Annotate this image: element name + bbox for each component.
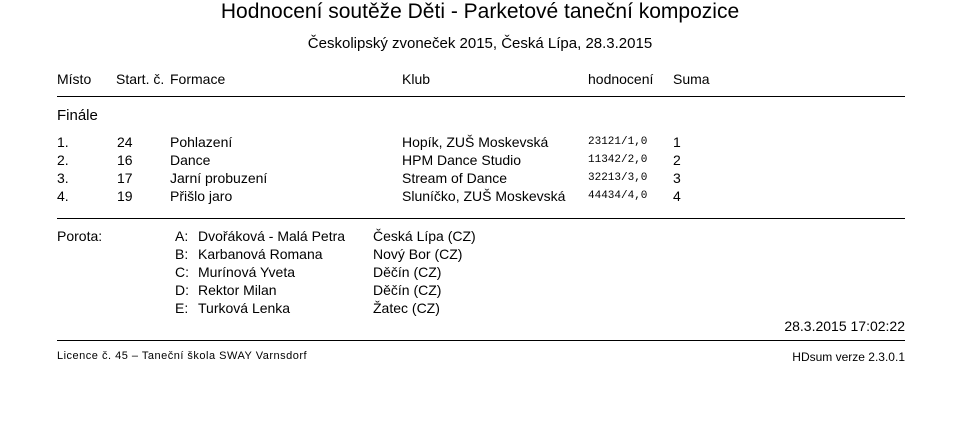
header-klub: Klub — [402, 71, 431, 87]
judge-letter: C: — [175, 264, 189, 280]
judges-marks: 44434/4,0 — [588, 190, 648, 202]
place: 3. — [57, 170, 69, 186]
table-row — [0, 152, 960, 170]
judge-letter: D: — [175, 282, 189, 298]
list-item — [0, 282, 960, 300]
competition-subtitle: Českolipský zvoneček 2015, Česká Lípa, 28.3.2015 — [307, 35, 653, 52]
list-item — [0, 228, 960, 246]
judge-city: Česká Lípa (CZ) — [373, 228, 476, 244]
start-number: 17 — [117, 170, 133, 186]
judge-name: Rektor Milan — [198, 282, 277, 298]
start-number: 24 — [117, 134, 133, 150]
table-row — [0, 134, 960, 152]
club-name: Sluníčko, ZUŠ Moskevská — [402, 188, 566, 204]
sum: 3 — [673, 170, 681, 186]
header-formace: Formace — [170, 71, 226, 87]
start-number: 19 — [117, 188, 133, 204]
judges-marks: 32213/3,0 — [588, 172, 648, 184]
list-item — [0, 264, 960, 282]
judge-letter: E: — [175, 300, 189, 316]
formation-name: Dance — [170, 152, 211, 168]
list-item — [0, 300, 960, 318]
formation-name: Jarní probuzení — [170, 170, 268, 186]
judge-name: Karbanová Romana — [198, 246, 323, 262]
sum: 4 — [673, 188, 681, 204]
judge-letter: B: — [175, 246, 189, 262]
jury-divider — [57, 218, 905, 219]
jury-label: Porota: — [57, 228, 103, 244]
judges-marks: 23121/1,0 — [588, 136, 648, 148]
formation-name: Přišlo jaro — [170, 188, 233, 204]
judge-city: Nový Bor (CZ) — [373, 246, 463, 262]
club-name: HPM Dance Studio — [402, 152, 522, 168]
judges-marks: 11342/2,0 — [588, 154, 648, 166]
place: 1. — [57, 134, 69, 150]
version-text: HDsum verze 2.3.0.1 — [792, 350, 905, 364]
judge-city: Děčín (CZ) — [373, 282, 442, 298]
judge-name: Turková Lenka — [198, 300, 291, 316]
licence-text: Licence č. 45 – Taneční škola SWAY Varnsdorf — [57, 350, 308, 362]
header-start: Start. č. — [116, 71, 165, 87]
header-hodnoceni: hodnocení — [588, 71, 654, 87]
sum: 2 — [673, 152, 681, 168]
judge-name: Murínová Yveta — [198, 264, 296, 280]
start-number: 16 — [117, 152, 133, 168]
footer-divider — [57, 340, 905, 341]
table-row — [0, 188, 960, 206]
judge-letter: A: — [175, 228, 189, 244]
club-name: Stream of Dance — [402, 170, 508, 186]
place: 4. — [57, 188, 69, 204]
place: 2. — [57, 152, 69, 168]
judge-city: Žatec (CZ) — [373, 300, 440, 316]
club-name: Hopík, ZUŠ Moskevská — [402, 134, 549, 150]
formation-name: Pohlazení — [170, 134, 233, 150]
judge-city: Děčín (CZ) — [373, 264, 442, 280]
sum: 1 — [673, 134, 681, 150]
print-timestamp: 28.3.2015 17:02:22 — [784, 318, 905, 334]
header-divider — [57, 96, 905, 97]
list-item — [0, 246, 960, 264]
page-title: Hodnocení soutěže Děti - Parketové taneční kompozice — [220, 0, 740, 23]
header-suma: Suma — [673, 71, 710, 87]
section-title: Finále — [57, 107, 98, 124]
table-row — [0, 170, 960, 188]
judge-name: Dvořáková - Malá Petra — [198, 228, 346, 244]
header-misto: Místo — [57, 71, 92, 87]
